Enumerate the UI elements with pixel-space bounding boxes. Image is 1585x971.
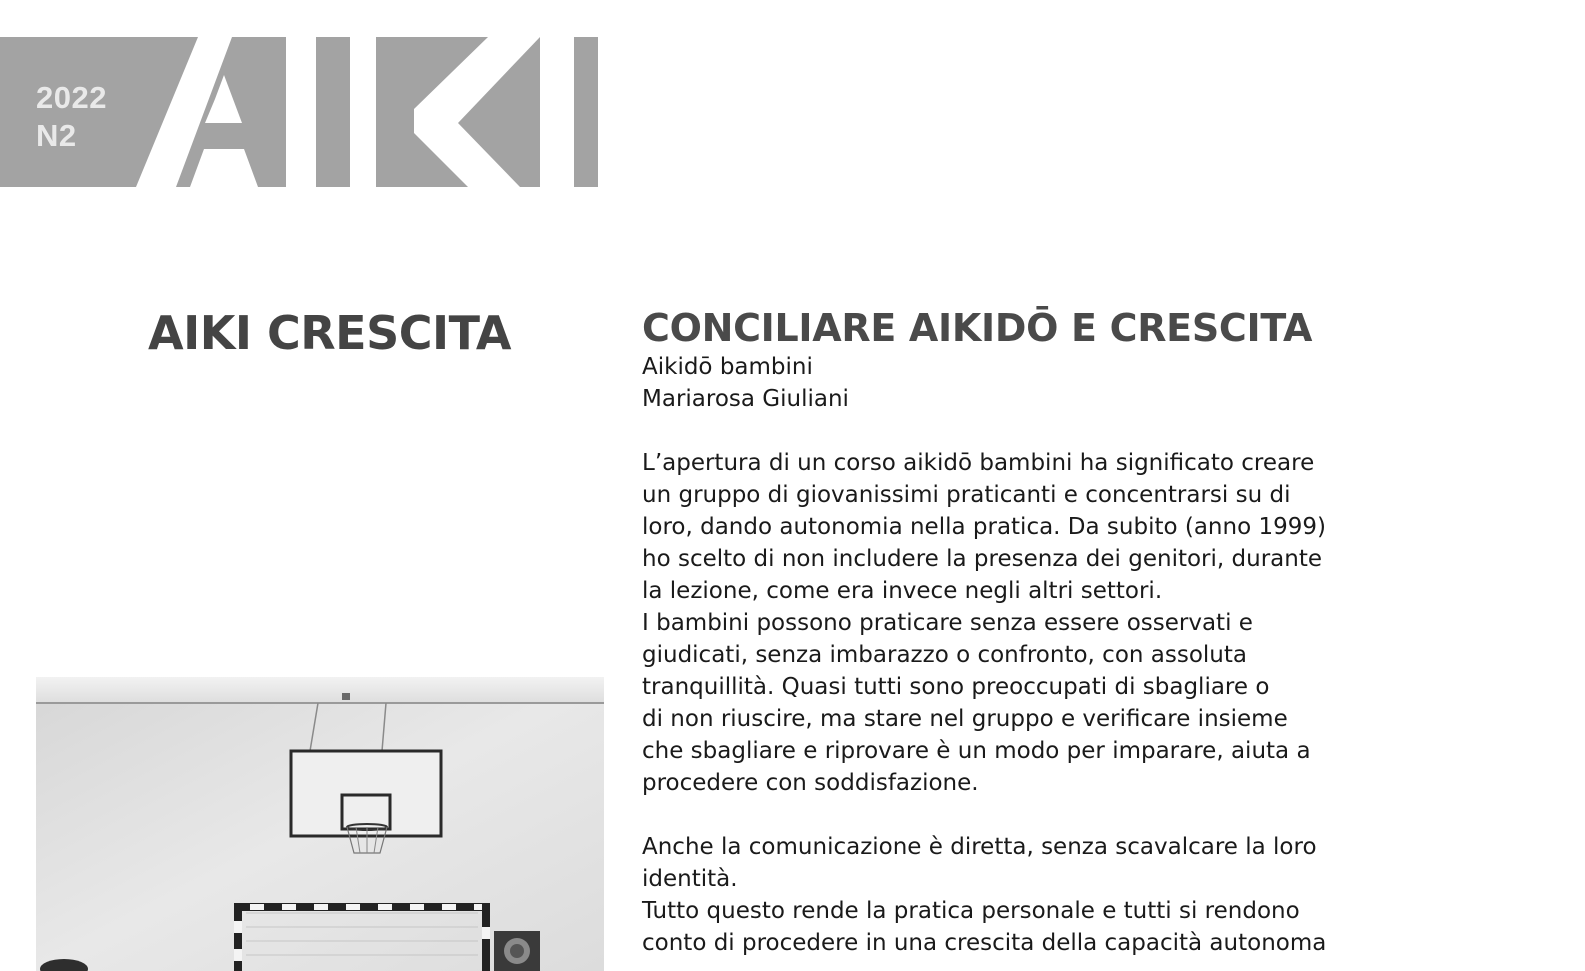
body-line: loro, dando autonomia nella pratica. Da subito (anno 1999) — [642, 514, 1326, 540]
article-subtitle: Aikidō bambini — [642, 354, 813, 380]
body-line: di non riuscire, ma stare nel gruppo e verificare insieme — [642, 706, 1288, 732]
body-line: che sbagliare e riprovare è un modo per imparare, aiuta a — [642, 738, 1311, 764]
body-line: giudicati, senza imbarazzo o confronto, con assoluta — [642, 642, 1247, 668]
body-line: ho scelto di non includere la presenza dei genitori, durante — [642, 546, 1322, 572]
gym-basketball-hoop-photo — [36, 677, 604, 971]
body-line: conto di procedere in una crescita della capacità autonoma — [642, 930, 1327, 956]
masthead — [0, 37, 604, 189]
body-line: I bambini possono praticare senza essere osservati e — [642, 610, 1253, 636]
article — [642, 305, 1542, 959]
body-line: Tutto questo rende la pratica personale e tutti si rendono — [642, 898, 1300, 924]
body-line: la lezione, come era invece negli altri settori. — [642, 578, 1163, 604]
article-author: Mariarosa Giuliani — [642, 386, 849, 412]
article-title: CONCILIARE AIKIDŌ E CRESCITA — [642, 306, 1313, 350]
paragraph-gap — [642, 799, 1542, 831]
article-body — [642, 447, 1542, 959]
issue-number: N2 — [36, 118, 77, 153]
issue-year: 2022 — [36, 80, 107, 115]
body-line: identità. — [642, 866, 738, 892]
body-line: L’apertura di un corso aikidō bambini ha significato creare — [642, 450, 1315, 476]
issue-label — [36, 79, 107, 155]
section-title: AIKI CRESCITA — [148, 306, 512, 360]
body-line: procedere con soddisfazione. — [642, 770, 979, 796]
body-line: Anche la comunicazione è diretta, senza scavalcare la loro — [642, 834, 1317, 860]
body-line: tranquillità. Quasi tutti sono preoccupati di sbagliare o — [642, 674, 1270, 700]
body-line: un gruppo di giovanissimi praticanti e concentrarsi su di — [642, 482, 1291, 508]
